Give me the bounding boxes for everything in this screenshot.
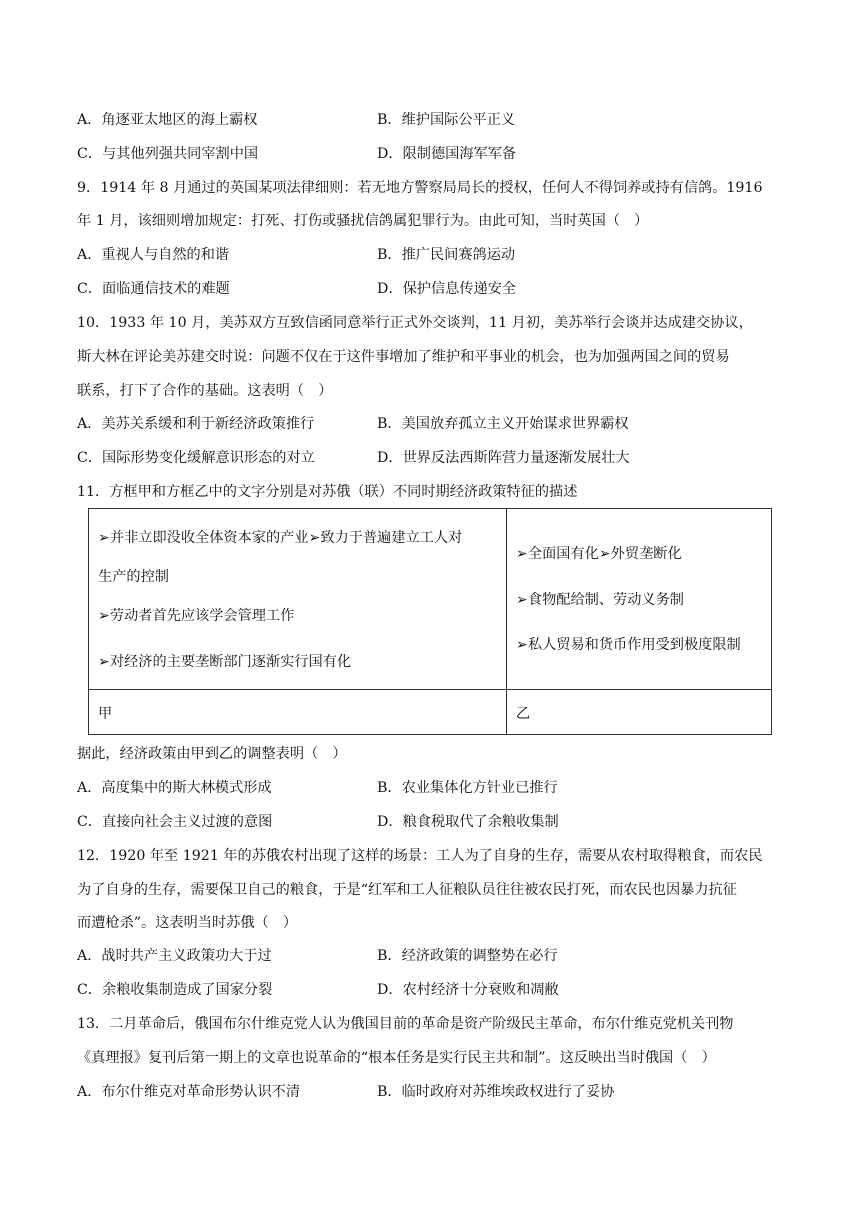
- box-b-line1: ➢全面国有化➢外贸垄断化: [516, 546, 682, 562]
- box-a-line1: ➢并非立即没收全体资本家的产业➢致力于普遍建立工人对: [98, 530, 463, 546]
- box-a-label-cell: [89, 690, 507, 735]
- box-a-label: 甲: [98, 706, 113, 722]
- q10-option-a: A．美苏关系缓和利于新经济政策推行: [77, 416, 315, 432]
- q11-stem-line2: 据此，经济政策由甲到乙的调整表明（ ）: [77, 746, 347, 762]
- box-a-content: [89, 509, 507, 690]
- q11-option-d: D．粮食税取代了余粮收集制: [377, 814, 559, 830]
- q11-stem-line1: 11．方框甲和方框乙中的文字分别是对苏俄（联）不同时期经济政策特征的描述: [77, 484, 578, 500]
- box-b-line3: ➢私人贸易和货币作用受到极度限制: [516, 637, 741, 653]
- q12-option-a: A．战时共产主义政策功大于过: [77, 948, 272, 964]
- q8-option-c: C．与其他列强共同宰割中国: [77, 146, 259, 162]
- box-b-line2: ➢食物配给制、劳动义务制: [516, 592, 684, 608]
- q9-option-b: B．推广民间赛鸽运动: [377, 247, 516, 263]
- q10-option-c: C．国际形势变化缓解意识形态的对立: [77, 450, 315, 466]
- q9-stem-line1: 9．1914 年 8 月通过的英国某项法律细则：若无地方警察局局长的授权，任何人不得饲养或持有信鸽。1916: [77, 180, 763, 196]
- q13-stem-line1: 13．二月革命后，俄国布尔什维克党人认为俄国目前的革命是资产阶级民主革命，布尔什维克党机关刊物: [77, 1016, 734, 1032]
- q13-option-b: B．临时政府对苏维埃政权进行了妥协: [377, 1084, 615, 1100]
- q10-option-b: B．美国放弃孤立主义开始谋求世界霸权: [377, 416, 629, 432]
- box-b-label: 乙: [516, 706, 531, 722]
- q9-option-c: C．面临通信技术的难题: [77, 281, 230, 297]
- q11-option-a: A．高度集中的斯大林模式形成: [77, 780, 272, 796]
- box-a-line4: ➢对经济的主要垄断部门逐渐实行国有化: [98, 654, 352, 670]
- box-a-line2: 生产的控制: [98, 569, 169, 585]
- q10-stem-line2: 斯大林在评论美苏建交时说：问题不仅在于这件事增加了维护和平事业的机会，也为加强两国之间的贸易: [77, 349, 730, 365]
- box-a-line3: ➢劳动者首先应该学会管理工作: [98, 608, 295, 624]
- q12-stem-line2: 为了自身的生存，需要保卫自己的粮食，于是“红军和工人征粮队员往往被农民打死，而农民也因暴力抗征: [77, 882, 737, 898]
- q10-stem-line1: 10．1933 年 10 月，美苏双方互致信函同意举行正式外交谈判，11 月初，美苏举行会谈并达成建交协议，: [77, 315, 753, 331]
- q8-option-a: A．角逐亚太地区的海上霸权: [77, 112, 258, 128]
- q8-option-b: B．维护国际公平正义: [377, 112, 516, 128]
- q11-comparison-table: [88, 508, 772, 735]
- q9-stem-line2: 年 1 月，该细则增加规定：打死、打伤或骚扰信鸽属犯罪行为。由此可知，当时英国（ ）: [77, 213, 649, 229]
- q13-stem-line2: 《真理报》复刊后第一期上的文章也说革命的“根本任务是实行民主共和制”。这反映出当时俄国（ ）: [77, 1050, 716, 1066]
- q8-option-d: D．限制德国海军军备: [377, 146, 517, 162]
- q9-option-a: A．重视人与自然的和谐: [77, 247, 230, 263]
- box-b-content: [507, 509, 772, 690]
- q12-stem-line1: 12．1920 年至 1921 年的苏俄农村出现了这样的场景：工人为了自身的生存，需要从农村取得粮食，而农民: [77, 848, 763, 864]
- q12-option-c: C．余粮收集制造成了国家分裂: [77, 982, 273, 998]
- q13-option-a: A．布尔什维克对革命形势认识不清: [77, 1084, 301, 1100]
- box-b-label-cell: [507, 690, 772, 735]
- q12-stem-line3: 而遭枪杀”。这表明当时苏俄（ ）: [77, 915, 298, 931]
- q11-option-b: B．农业集体化方针业已推行: [377, 780, 558, 796]
- q11-option-c: C．直接向社会主义过渡的意图: [77, 814, 273, 830]
- q10-option-d: D．世界反法西斯阵营力量逐渐发展壮大: [377, 450, 630, 466]
- q12-option-b: B．经济政策的调整势在必行: [377, 948, 558, 964]
- q12-option-d: D．农村经济十分衰败和凋敝: [377, 982, 559, 998]
- q9-option-d: D．保护信息传递安全: [377, 281, 517, 297]
- q10-stem-line3: 联系，打下了合作的基础。这表明（ ）: [77, 383, 333, 399]
